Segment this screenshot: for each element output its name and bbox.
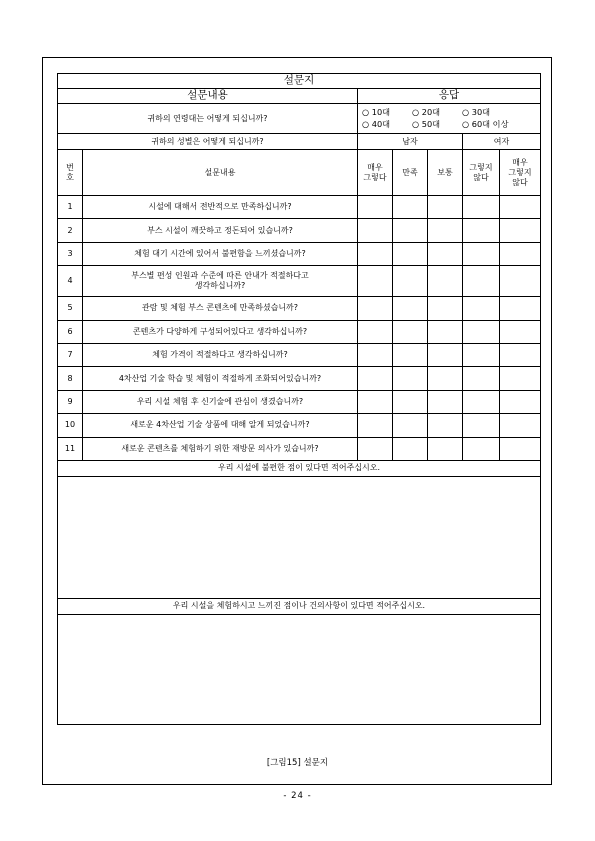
question-row [58,437,541,460]
question-row [58,390,541,413]
age-option[interactable]: ○ 40대 [362,118,391,129]
question-text: 부스별 편성 인원과 수준에 따른 안내가 적절하다고 생각하십니까? [83,266,358,297]
question-header: 설문내용 [83,150,358,196]
question-text: 콘텐츠가 다양하게 구성되어있다고 생각하십니까? [83,320,358,343]
gender-option-female[interactable]: 여자 [463,134,541,150]
question-number: 7 [58,343,83,366]
question-text: 체험 가격이 적절하다고 생각하십니까? [83,343,358,366]
question-number: 9 [58,390,83,413]
age-option[interactable]: ○ 10대 [362,107,391,118]
question-number: 2 [58,219,83,242]
response-cell[interactable] [463,367,500,390]
response-cell[interactable] [428,320,463,343]
survey-title: 설문지 [58,74,541,89]
scale-header: 매우 그렇지 않다 [500,150,541,196]
response-cell[interactable] [393,390,428,413]
answer-box-1[interactable] [58,476,541,598]
response-cell[interactable] [500,343,541,366]
response-cell[interactable] [358,437,393,460]
response-cell[interactable] [500,390,541,413]
question-text: 관람 및 체험 부스 콘텐츠에 만족하셨습니까? [83,297,358,320]
question-row [58,297,541,320]
question-text: 체험 대기 시간에 있어서 불편함을 느끼셨습니까? [83,242,358,265]
response-cell[interactable] [500,196,541,219]
age-options [358,104,541,134]
scale-header: 그렇지 않다 [463,150,500,196]
response-cell[interactable] [428,196,463,219]
question-number: 4 [58,266,83,297]
scale-header: 매우 그렇다 [358,150,393,196]
survey-table [57,73,541,725]
response-cell[interactable] [500,219,541,242]
scale-header: 보통 [428,150,463,196]
content-column-header: 설문내용 [58,89,358,104]
response-cell[interactable] [393,343,428,366]
question-row [58,266,541,297]
response-cell[interactable] [463,266,500,297]
response-cell[interactable] [358,343,393,366]
response-cell[interactable] [358,266,393,297]
response-cell[interactable] [428,297,463,320]
response-cell[interactable] [358,367,393,390]
question-number: 8 [58,367,83,390]
age-option[interactable]: ○ 20대 [412,107,441,118]
age-question: 귀하의 연령대는 어떻게 되십니까? [58,104,358,134]
question-text: 4차산업 기술 학습 및 체험이 적절하게 조화되어있습니까? [83,367,358,390]
response-cell[interactable] [393,320,428,343]
response-cell[interactable] [428,219,463,242]
response-cell[interactable] [500,437,541,460]
response-cell[interactable] [358,297,393,320]
age-option[interactable]: ○ 50대 [412,118,441,129]
response-cell[interactable] [393,196,428,219]
question-number: 1 [58,196,83,219]
question-row [58,367,541,390]
response-cell[interactable] [463,297,500,320]
response-cell[interactable] [463,242,500,265]
question-text: 시설에 대해서 전반적으로 만족하십니까? [83,196,358,219]
scale-header: 만족 [393,150,428,196]
question-text: 새로운 4차산업 기술 상품에 대해 알게 되었습니까? [83,414,358,437]
answer-box-2[interactable] [58,614,541,724]
question-number: 11 [58,437,83,460]
response-cell[interactable] [500,242,541,265]
response-cell[interactable] [428,390,463,413]
question-row [58,196,541,219]
gender-question: 귀하의 성별은 어떻게 되십니까? [58,134,358,150]
response-cell[interactable] [463,390,500,413]
response-cell[interactable] [358,242,393,265]
question-text: 새로운 콘텐츠를 체험하기 위한 재방문 의사가 있습니까? [83,437,358,460]
response-cell[interactable] [428,343,463,366]
response-cell[interactable] [393,437,428,460]
response-cell[interactable] [358,196,393,219]
question-row [58,320,541,343]
question-row [58,219,541,242]
response-cell[interactable] [428,437,463,460]
response-cell[interactable] [358,414,393,437]
age-option[interactable]: ○ 30대 [462,107,491,118]
gender-option-male[interactable]: 남자 [358,134,463,150]
question-number: 6 [58,320,83,343]
open-question-1: 우리 시설에 불편한 점이 있다면 적어주십시오. [58,460,541,476]
figure-caption: [그림15] 설문지 [266,758,329,768]
response-cell[interactable] [393,414,428,437]
number-header: 번 호 [58,150,83,196]
question-row [58,242,541,265]
question-row [58,343,541,366]
response-cell[interactable] [500,414,541,437]
response-cell[interactable] [463,320,500,343]
page-number: - 24 - [283,791,312,801]
response-cell[interactable] [428,242,463,265]
response-column-header: 응답 [358,89,541,104]
response-cell[interactable] [463,343,500,366]
response-cell[interactable] [358,219,393,242]
response-cell[interactable] [500,320,541,343]
response-cell[interactable] [358,320,393,343]
response-cell[interactable] [393,219,428,242]
response-cell[interactable] [463,414,500,437]
response-cell[interactable] [463,196,500,219]
response-cell[interactable] [393,266,428,297]
response-cell[interactable] [393,242,428,265]
response-cell[interactable] [358,390,393,413]
age-option[interactable]: ○ 60대 이상 [462,118,509,129]
response-cell[interactable] [500,266,541,297]
open-question-2: 우리 시설을 체험하시고 느끼진 점이나 건의사항이 있다면 적어주십시오. [58,598,541,614]
response-cell[interactable] [463,219,500,242]
response-cell[interactable] [428,367,463,390]
question-number: 5 [58,297,83,320]
response-cell[interactable] [500,297,541,320]
response-cell[interactable] [500,367,541,390]
response-cell[interactable] [393,297,428,320]
question-row [58,414,541,437]
question-number: 3 [58,242,83,265]
question-text: 부스 시설이 깨끗하고 정돈되어 있습니까? [83,219,358,242]
question-number: 10 [58,414,83,437]
response-cell[interactable] [393,367,428,390]
question-text: 우리 시설 체험 후 신기술에 관심이 생겼습니까? [83,390,358,413]
response-cell[interactable] [428,266,463,297]
response-cell[interactable] [463,437,500,460]
response-cell[interactable] [428,414,463,437]
